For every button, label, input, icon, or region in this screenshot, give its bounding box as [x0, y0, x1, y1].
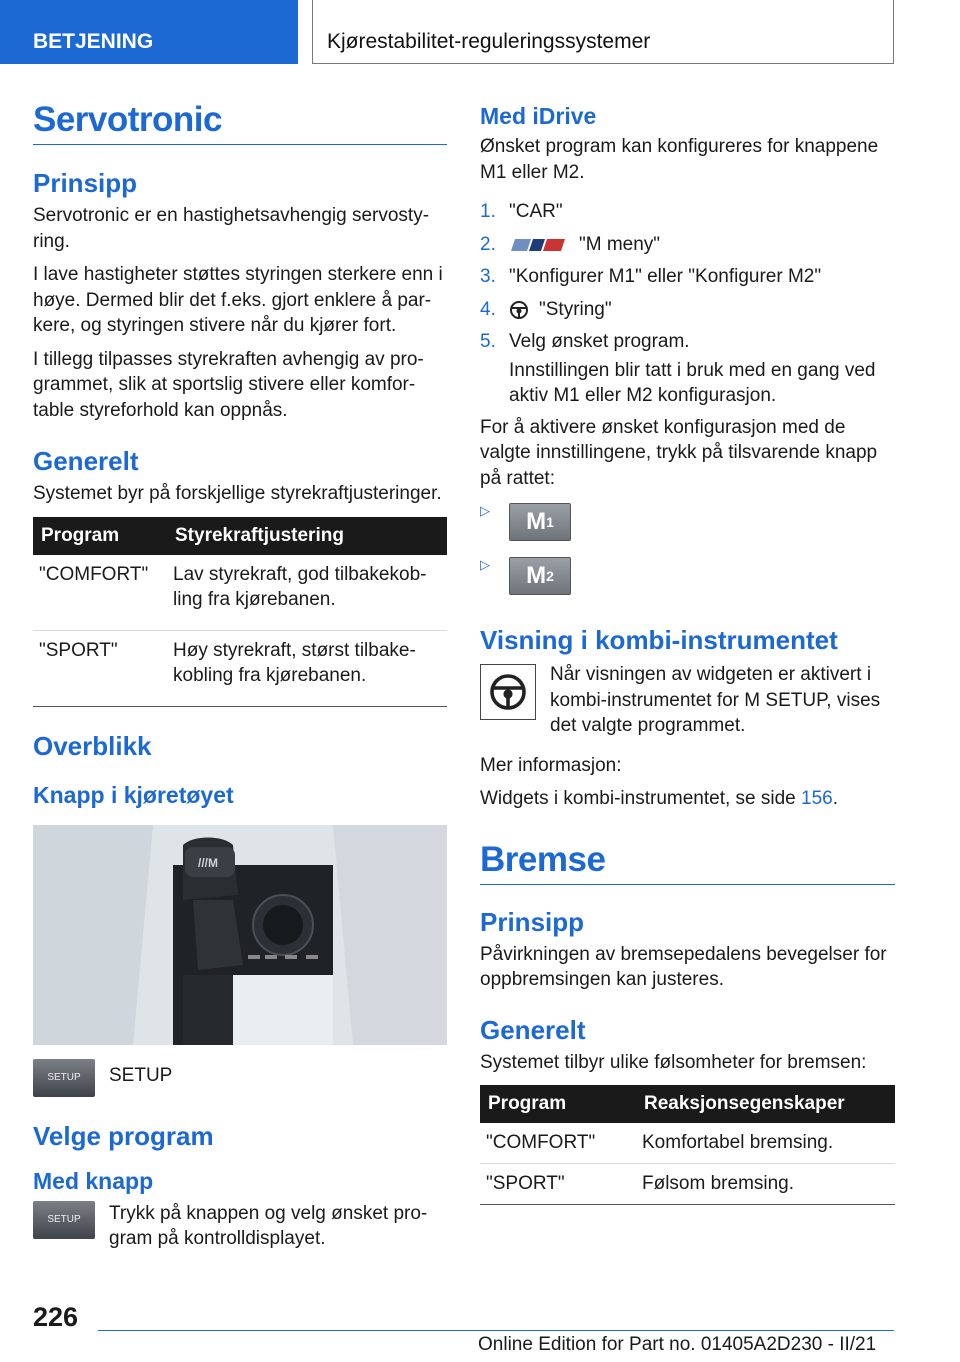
m1-letter: M	[526, 508, 547, 535]
m2-row	[480, 557, 895, 595]
med-idrive-heading: Med iDrive	[480, 103, 597, 129]
step-number: 5.	[480, 331, 496, 352]
mer-info: Mer informasjon:	[480, 754, 622, 776]
knapp-heading: Knapp i kjøretøyet	[33, 781, 234, 808]
overblikk-heading: Overblikk	[33, 730, 152, 761]
table-cell: Høy styrekraft, størst tilbake-kobling fra kjørebanen.	[167, 630, 447, 706]
table-cell: Komfortabel bremsing.	[636, 1123, 895, 1164]
step-number: 3.	[480, 266, 496, 287]
m1-row	[480, 503, 895, 541]
bremse-prinsipp-para: Påvirkningen av bremsepedalens bevegelser for oppbremsingen kan justeres.	[480, 943, 887, 990]
list-item	[480, 329, 895, 355]
bremse-heading: Bremse	[480, 839, 606, 879]
table-cell: Lav styrekraft, god tilbakekob-ling fra kjørebanen.	[167, 555, 447, 631]
prinsipp-para-2: I lave hastigheter støttes styringen sterkere enn i høye. Dermed blir det f.eks. gjort enklere å par-kere, og styringen stivere når du kjører fort.	[33, 264, 443, 336]
velge-program-heading: Velge program	[33, 1120, 214, 1151]
header-section-tab[interactable]: BETJENING	[0, 0, 298, 64]
setup-button-icon: SETUP	[33, 1059, 95, 1097]
list-item	[480, 297, 895, 323]
table-row	[33, 630, 447, 706]
page-link[interactable]: 156	[801, 788, 833, 809]
table-cell: Følsom bremsing.	[636, 1164, 895, 1205]
servotronic-heading: Servotronic	[33, 100, 222, 139]
table-header: Styrekraftjustering	[167, 517, 447, 555]
m-stripes-icon	[509, 237, 567, 253]
list-item	[480, 232, 895, 258]
step-text: "Konfigurer M1" eller "Konfigurer M2"	[509, 266, 822, 287]
generelt-para: Systemet byr på forskjellige styrekraftjusteringer.	[33, 483, 442, 504]
heading-rule	[480, 884, 895, 885]
heading-rule	[33, 144, 447, 145]
setup-label: SETUP	[109, 1064, 173, 1086]
console-illustration	[33, 825, 447, 1045]
bremse-generelt-para: Systemet tilbyr ulike følsomheter for bremsen:	[480, 1051, 867, 1073]
m2-sup: 2	[546, 568, 554, 584]
med-knapp-row	[33, 1201, 447, 1252]
visning-para: Når visningen av widgeten er aktivert i kombi-instrumentet for M SETUP, vises det valgte programmet.	[550, 664, 881, 736]
m2-letter: M	[526, 562, 547, 589]
step-number: 2.	[480, 233, 496, 255]
table-row	[33, 555, 447, 631]
step-text: "CAR"	[509, 201, 563, 222]
steering-wheel-icon	[509, 300, 529, 320]
step-number: 1.	[480, 201, 496, 222]
table-cell: "COMFORT"	[33, 555, 167, 631]
footer-edition: Online Edition for Part no. 01405A2D230 - II/21	[478, 1334, 877, 1355]
bremse-generelt-heading: Generelt	[480, 1014, 586, 1045]
brake-table	[480, 1085, 895, 1205]
center-console-photo	[33, 825, 447, 1045]
visning-row	[480, 662, 895, 739]
setup-button-icon: SETUP	[33, 1201, 95, 1239]
list-item	[480, 199, 895, 225]
generelt-heading: Generelt	[33, 446, 139, 476]
header-chapter-title: Kjørestabilitet-reguleringssystemer	[312, 0, 894, 64]
visning-heading: Visning i kombi-instrumentet	[480, 625, 838, 655]
bremse-prinsipp-heading: Prinsipp	[480, 906, 585, 937]
step-text: "Styring"	[539, 298, 612, 320]
idrive-para: Ønsket program kan konfigureres for knappene M1 eller M2.	[480, 136, 879, 183]
table-header: Program	[480, 1085, 636, 1123]
m2-button-icon	[509, 557, 571, 595]
widgets-para: Widgets i kombi-instrumentet, se side 156.	[480, 788, 838, 809]
triangle-bullet-icon: ▷	[480, 557, 490, 572]
table-cell: "SPORT"	[33, 630, 167, 706]
svg-text:///M: ///M	[198, 855, 218, 870]
table-cell: "SPORT"	[480, 1164, 636, 1205]
prinsipp-para-3: I tillegg tilpasses styrekraften avhengig av pro-grammet, slik at sportslig stivere eller komfor-table styreforhold kan oppnås.	[33, 348, 424, 421]
footer-rule	[98, 1330, 894, 1331]
activate-para: For å aktivere ønsket konfigurasjon med de valgte innstillingene, trykk på tilsvarende knapp på rattet:	[480, 416, 878, 489]
med-knapp-heading: Med knapp	[33, 1167, 154, 1194]
table-header: Reaksjonsegenskaper	[636, 1085, 895, 1123]
m1-sup: 1	[546, 514, 554, 530]
list-item	[480, 264, 895, 290]
left-column	[33, 100, 447, 1252]
table-row	[480, 1123, 895, 1164]
triangle-bullet-icon: ▷	[480, 503, 490, 518]
right-column	[480, 100, 895, 1205]
steering-wheel-icon	[488, 672, 528, 712]
prinsipp-para-1: Servotronic er en hastighetsavhengig servosty-ring.	[33, 205, 430, 252]
idrive-steps	[480, 199, 895, 355]
page-number: 226	[33, 1302, 79, 1332]
step5-note: Innstillingen blir tatt i bruk med en gang ved aktiv M1 eller M2 konfigurasjon.	[509, 359, 876, 406]
steering-table	[33, 517, 447, 707]
m1-button-icon	[509, 503, 571, 541]
widgets-text: Widgets i kombi-instrumentet, se side	[480, 788, 796, 809]
table-header: Program	[33, 517, 167, 555]
med-knapp-para: Trykk på knappen og velg ønsket pro-gram på kontrolldisplayet.	[109, 1202, 428, 1249]
prinsipp-heading: Prinsipp	[33, 168, 138, 198]
setup-button-row	[33, 1059, 447, 1097]
table-row	[480, 1164, 895, 1205]
steering-wheel-box	[480, 664, 536, 720]
table-cell: "COMFORT"	[480, 1123, 636, 1164]
step-text: "M meny"	[579, 233, 661, 255]
step-text: Velg ønsket program.	[509, 331, 690, 352]
step-number: 4.	[480, 298, 496, 320]
